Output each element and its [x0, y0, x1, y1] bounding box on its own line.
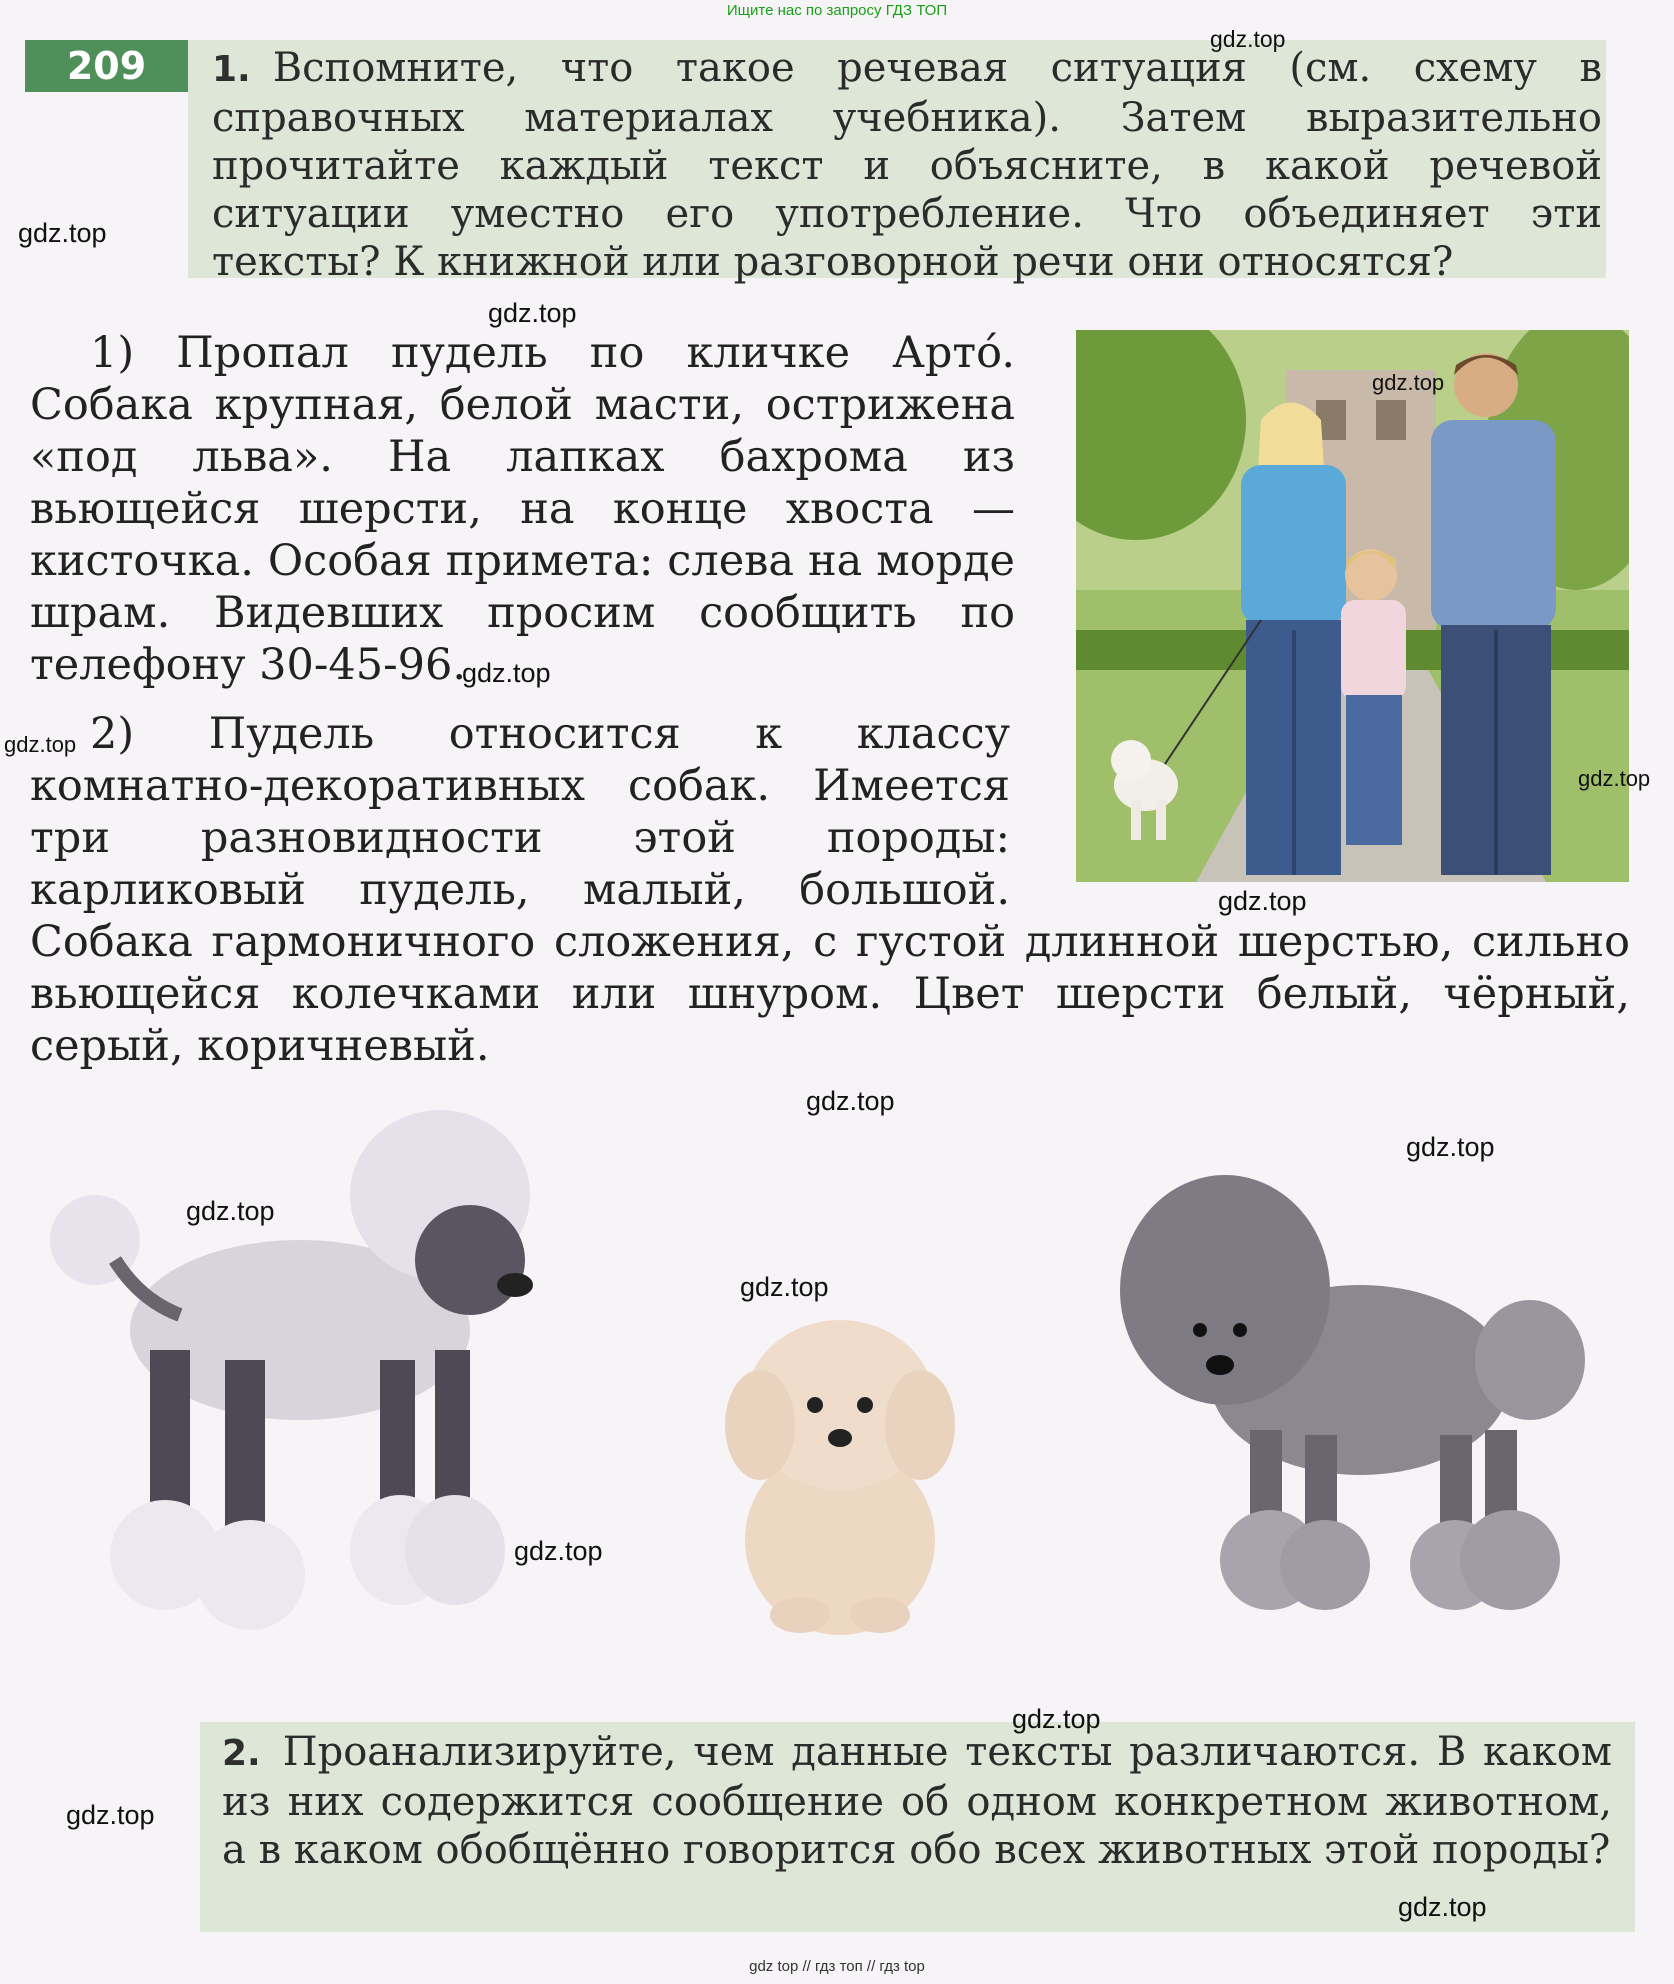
watermark: gdz.top: [66, 1800, 155, 1830]
text-1: 1) Пропал пудель по кличке Артó. Собака крупная, белой масти, острижена «под льва». На лапках бахрома из вьющейся шерсти, на конце хвоста — кисточка. Особая примета: слева на морде шрам. Видевших просим сообщить по телефону 30-45-96.: [30, 328, 1015, 690]
top-search-link[interactable]: Ищите нас по запросу ГДЗ ТОП: [726, 2, 948, 19]
watermark: gdz.top: [1578, 766, 1651, 791]
task-1-content: [212, 44, 1602, 286]
watermark: gdz.top: [1210, 26, 1286, 52]
watermark: gdz.top: [1012, 1704, 1101, 1734]
text-1-block: [30, 327, 1015, 691]
task-1-text: Вспомните, что такое речевая ситуация (см. схему в справочных материалах учебника). Затем выразительно прочитайте каждый текст и объясните, в какой речевой ситуации уместно его употребление. Что объединяет эти тексты? К книжной или разговорной речи они относятся?: [212, 45, 1602, 285]
exercise-number-badge: 209: [25, 40, 188, 92]
watermark: gdz.top: [740, 1272, 829, 1302]
task-2-content: [222, 1728, 1612, 1874]
footer-links[interactable]: gdz top // гдз топ // гдз top: [749, 1958, 925, 1975]
task-2-text: Проанализируйте, чем данные тексты различаются. В каком из них содержится сообщение об одном конкретном животном, а в каком обобщённо говорится обо всех животных этой породы?: [222, 1729, 1612, 1873]
grey-poodle-image: [1100, 1180, 1640, 1640]
text-2: 2) Пудель относится к классу комнатно-декоративных собак. Имеется три разновидности этой породы: карликовый пудель, малый, большой. Собака гармоничного сложения, с густой длинной шерстью, сильно вьющейся колечками или шнуром. Цвет шерсти белый, чёрный, серый, коричневый.: [30, 709, 1630, 1071]
family-photo: [1076, 330, 1629, 882]
task-1-number: 1.: [212, 49, 251, 90]
watermark: gdz.top: [514, 1536, 603, 1566]
watermark: gdz.top: [1398, 1892, 1487, 1922]
white-poodle-image: [0, 1110, 580, 1640]
watermark: gdz.top: [4, 732, 77, 757]
watermark: gdz.top: [18, 218, 107, 248]
watermark: gdz.top: [488, 298, 577, 328]
watermark: gdz.top: [1406, 1132, 1495, 1162]
task-2-number: 2.: [222, 1733, 261, 1774]
watermark: gdz.top: [1218, 886, 1307, 916]
watermark: gdz.top: [462, 658, 551, 688]
watermark: gdz.top: [806, 1086, 895, 1116]
apricot-toy-poodle-image: [700, 1310, 980, 1640]
family-photo-illustration: [1076, 330, 1629, 882]
watermark: gdz.top: [1372, 370, 1445, 395]
watermark: gdz.top: [186, 1196, 275, 1226]
